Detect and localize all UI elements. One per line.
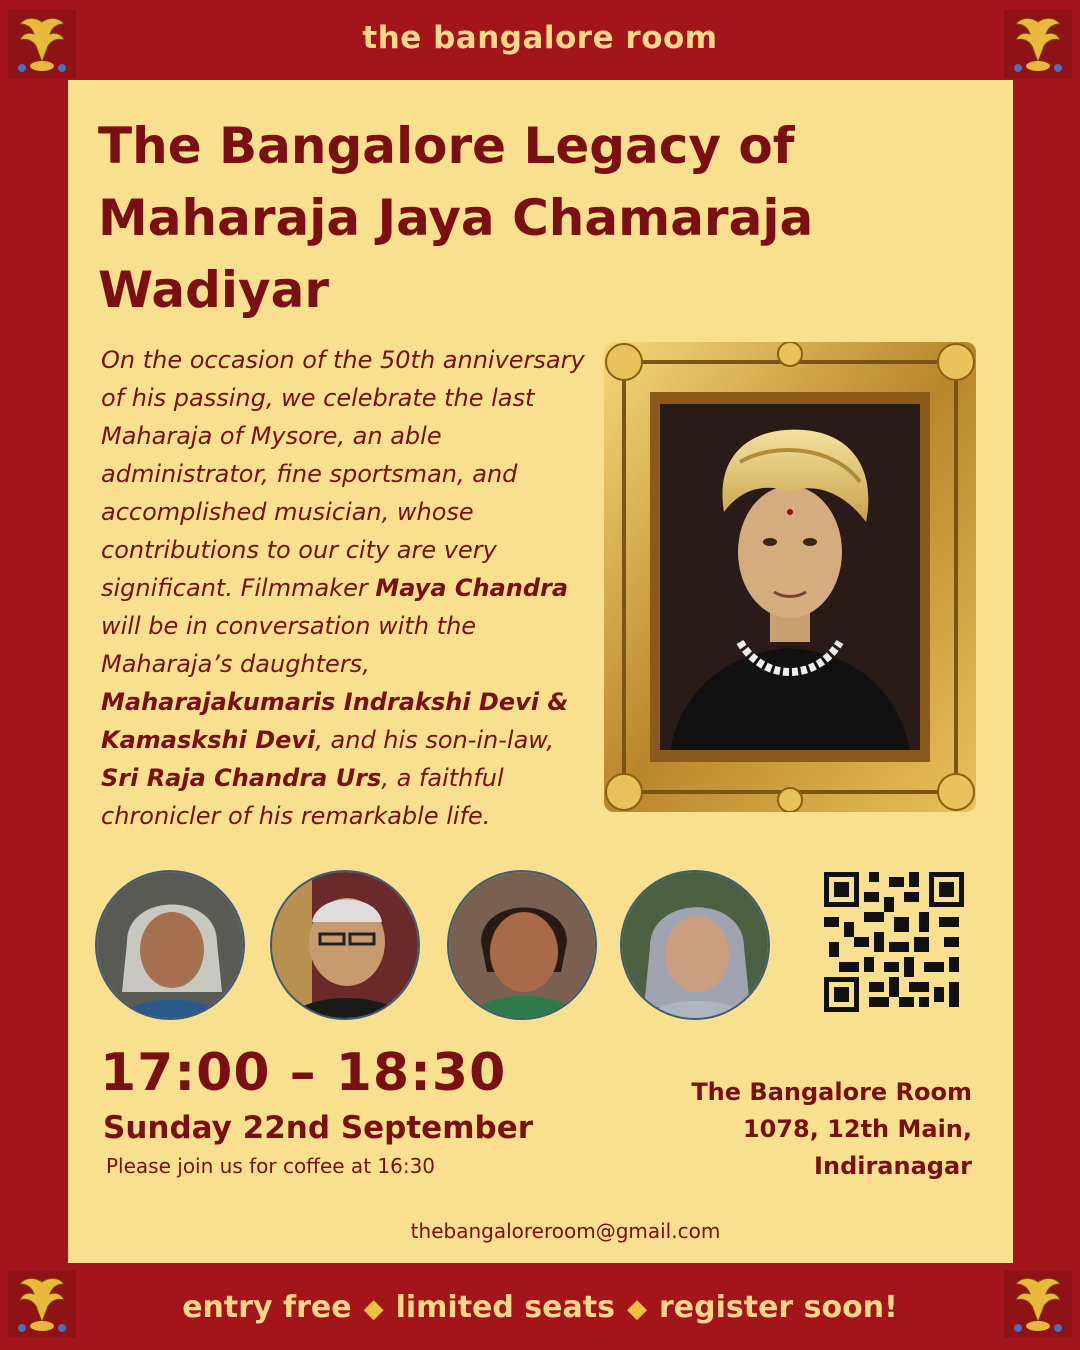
footer-item-limited-seats: limited seats xyxy=(395,1290,615,1325)
footer-banner xyxy=(0,1290,1080,1325)
diamond-separator-icon: ◆ xyxy=(626,1294,647,1324)
venue-name: The Bangalore Room xyxy=(691,1078,972,1106)
event-time: 17:00 – 18:30 xyxy=(100,1043,507,1103)
contact-email-link[interactable]: thebangaloreroom@gmail.com xyxy=(410,1219,721,1243)
speaker-photo-maya-chandra xyxy=(95,870,245,1020)
speaker-name-raja-chandra-urs: Sri Raja Chandra Urs xyxy=(101,764,382,792)
speaker-photo-indrakshi-devi xyxy=(447,870,597,1020)
title-line: Wadiyar xyxy=(98,261,330,319)
description-text: On the occasion of the 50th anniversary of his passing, we celebrate the last Maharaja of Mysore, an able administrator, fine sportsman, and accomplished musician, whose contributions to our city are very significant. Filmmaker xyxy=(101,346,585,602)
speaker-photo-raja-chandra-urs xyxy=(270,870,420,1020)
description-text: , a faithful chronicler of his remarkable life. xyxy=(101,764,504,830)
description-text: , and his son-in-law, xyxy=(315,726,555,754)
speaker-name-maya-chandra: Maya Chandra xyxy=(375,574,569,602)
title-line: Maharaja Jaya Chamaraja xyxy=(98,189,814,247)
title-line: The Bangalore Legacy of xyxy=(98,117,795,175)
diamond-separator-icon: ◆ xyxy=(363,1294,384,1324)
footer-item-entry-free: entry free xyxy=(182,1290,352,1325)
description-text: will be in conversation with the Maharaja’s daughters, xyxy=(101,612,477,678)
speaker-photo-kamakshi-devi xyxy=(620,870,770,1020)
venue-street: 1078, 12th Main, xyxy=(742,1115,972,1143)
venue-area: Indiranagar xyxy=(814,1152,972,1180)
event-date: Sunday 22nd September xyxy=(103,1110,534,1146)
speaker-name-maharajakumaris: Maharajakumaris Indrakshi Devi & Kamaskshi Devi xyxy=(101,688,569,754)
registration-qr-code[interactable] xyxy=(824,872,964,1012)
maharaja-portrait-image xyxy=(604,342,976,812)
coffee-note: Please join us for coffee at 16:30 xyxy=(106,1154,436,1178)
event-title xyxy=(98,110,938,326)
venue-address xyxy=(592,1074,972,1185)
brand-name: the bangalore room xyxy=(362,20,718,56)
footer-item-register-soon: register soon! xyxy=(658,1290,898,1325)
event-description xyxy=(101,341,591,835)
